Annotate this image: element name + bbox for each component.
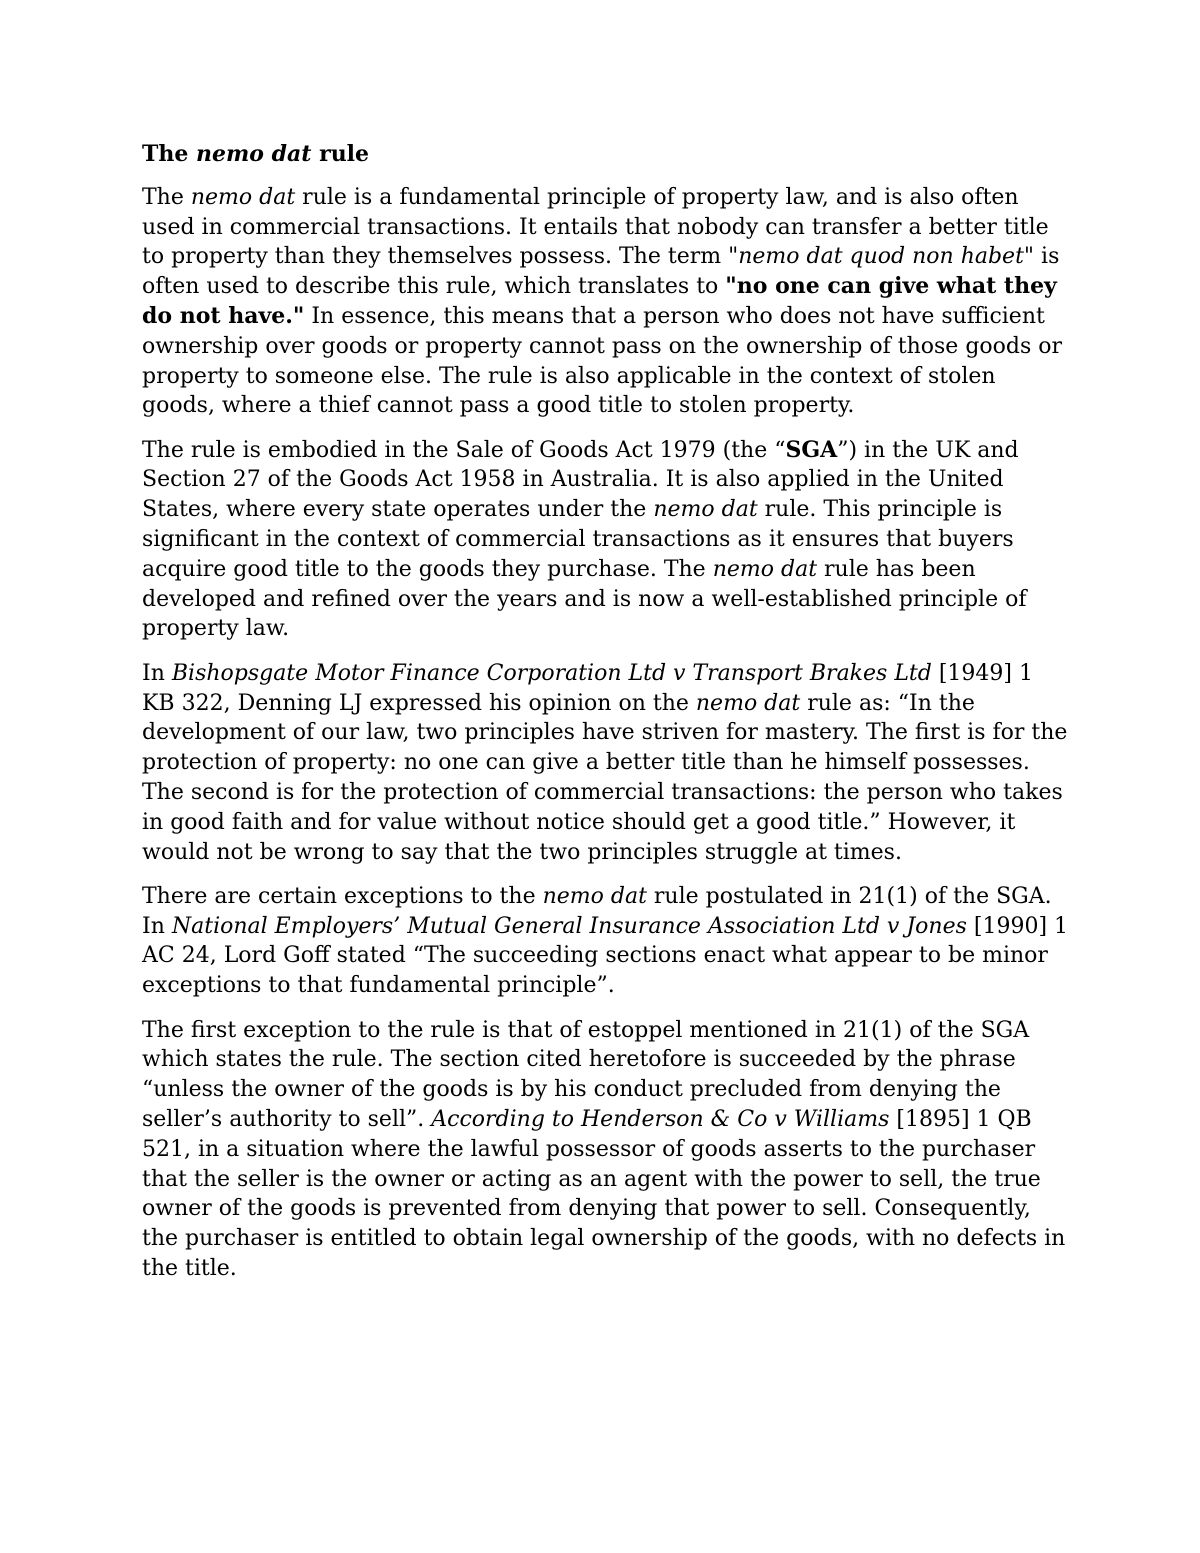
text-run-italic: nemo dat xyxy=(695,690,801,716)
case-name-italic: National Employers’ Mutual General Insurance Association Ltd v Jones xyxy=(171,913,967,939)
text-run: rule postulated in 21(1) of the SGA. In xyxy=(142,883,1052,939)
text-run: [1949] 1 KB 322, Denning LJ expressed his opinion on the xyxy=(142,660,1033,716)
text-run: The rule is embodied in the Sale of Goods Act 1979 (the “ xyxy=(142,437,786,463)
text-run: The first exception to the rule is that of estoppel mentioned in 21(1) of the SGA which states the rule. The section cited heretofore is succeeded by the phrase “unless the owner of the goods is by his conduct precluded from denying the seller’s authority to sell”. xyxy=(142,1017,1030,1132)
paragraph-3 xyxy=(142,659,1072,868)
text-run: In xyxy=(142,660,172,686)
document-title xyxy=(142,140,1072,170)
text-run-italic: nemo dat quod non habet xyxy=(738,244,1024,270)
text-run-italic: nemo dat xyxy=(190,184,296,210)
text-run-bold: "no one can give what they do not have." xyxy=(142,273,1057,329)
text-run: In essence, this means that a person who does not have sufficient ownership over goods or property cannot pass on the ownership of those goods or property to someone else. The rule is also applicable in the context of stolen goods, where a thief cannot pass a good title to stolen property. xyxy=(142,303,1063,419)
document-page xyxy=(142,140,1072,1298)
paragraph-2 xyxy=(142,436,1072,645)
text-run: There are certain exceptions to the xyxy=(142,883,543,909)
title-text: rule xyxy=(311,141,370,167)
title-text: The xyxy=(142,141,197,167)
text-run: rule has been developed and refined over the years and is now a well-established principle of property law. xyxy=(142,556,1027,642)
text-run: [1895] 1 QB 521, in a situation where the lawful possessor of goods asserts to the purchaser that the seller is the owner or acting as an agent with the power to sell, the true owner of the goods is prevented from denying that power to sell. Consequently, the purchaser is entitled to obtain legal ownership of the goods, with no defects in the title. xyxy=(142,1106,1066,1281)
case-name-italic: According to Henderson & Co v Williams xyxy=(431,1106,890,1132)
text-run-bold: SGA xyxy=(785,436,838,463)
paragraph-4 xyxy=(142,882,1072,1001)
text-run: rule as: “In the development of our law, two principles have striven for mastery. The first is for the protection of property: no one can give a better title than he himself possesses. The second is for the protection of commercial transactions: the person who takes in good faith and for value without notice should get a good title.” However, it would not be wrong to say that the two principles struggle at times. xyxy=(142,690,1068,865)
paragraph-1 xyxy=(142,183,1072,421)
text-run: [1990] 1 AC 24, Lord Goff stated “The succeeding sections enact what appear to be minor exceptions to that fundamental principle”. xyxy=(142,913,1069,999)
text-run-italic: nemo dat xyxy=(712,556,818,582)
text-run: ”) in the UK and Section 27 of the Goods Act 1958 in Australia. It is also applied in the United States, where every state operates under the xyxy=(142,437,1019,523)
text-run: " is often used to describe this rule, which translates to xyxy=(142,244,1060,300)
paragraph-5 xyxy=(142,1016,1072,1284)
text-run: rule. This principle is significant in the context of commercial transactions as it ensures that buyers acquire good title to the goods they purchase. The xyxy=(142,497,1014,582)
text-run-italic: nemo dat xyxy=(653,497,758,523)
title-text-italic: nemo dat xyxy=(196,141,312,167)
text-run-italic: nemo dat xyxy=(542,883,647,909)
text-run: rule is a fundamental principle of property law, and is also often used in commercial transactions. It entails that nobody can transfer a better title to property than they themselves possess. The term " xyxy=(142,184,1049,270)
case-name-italic: Bishopsgate Motor Finance Corporation Ltd v Transport Brakes Ltd xyxy=(171,660,932,686)
text-run: The xyxy=(142,184,191,210)
